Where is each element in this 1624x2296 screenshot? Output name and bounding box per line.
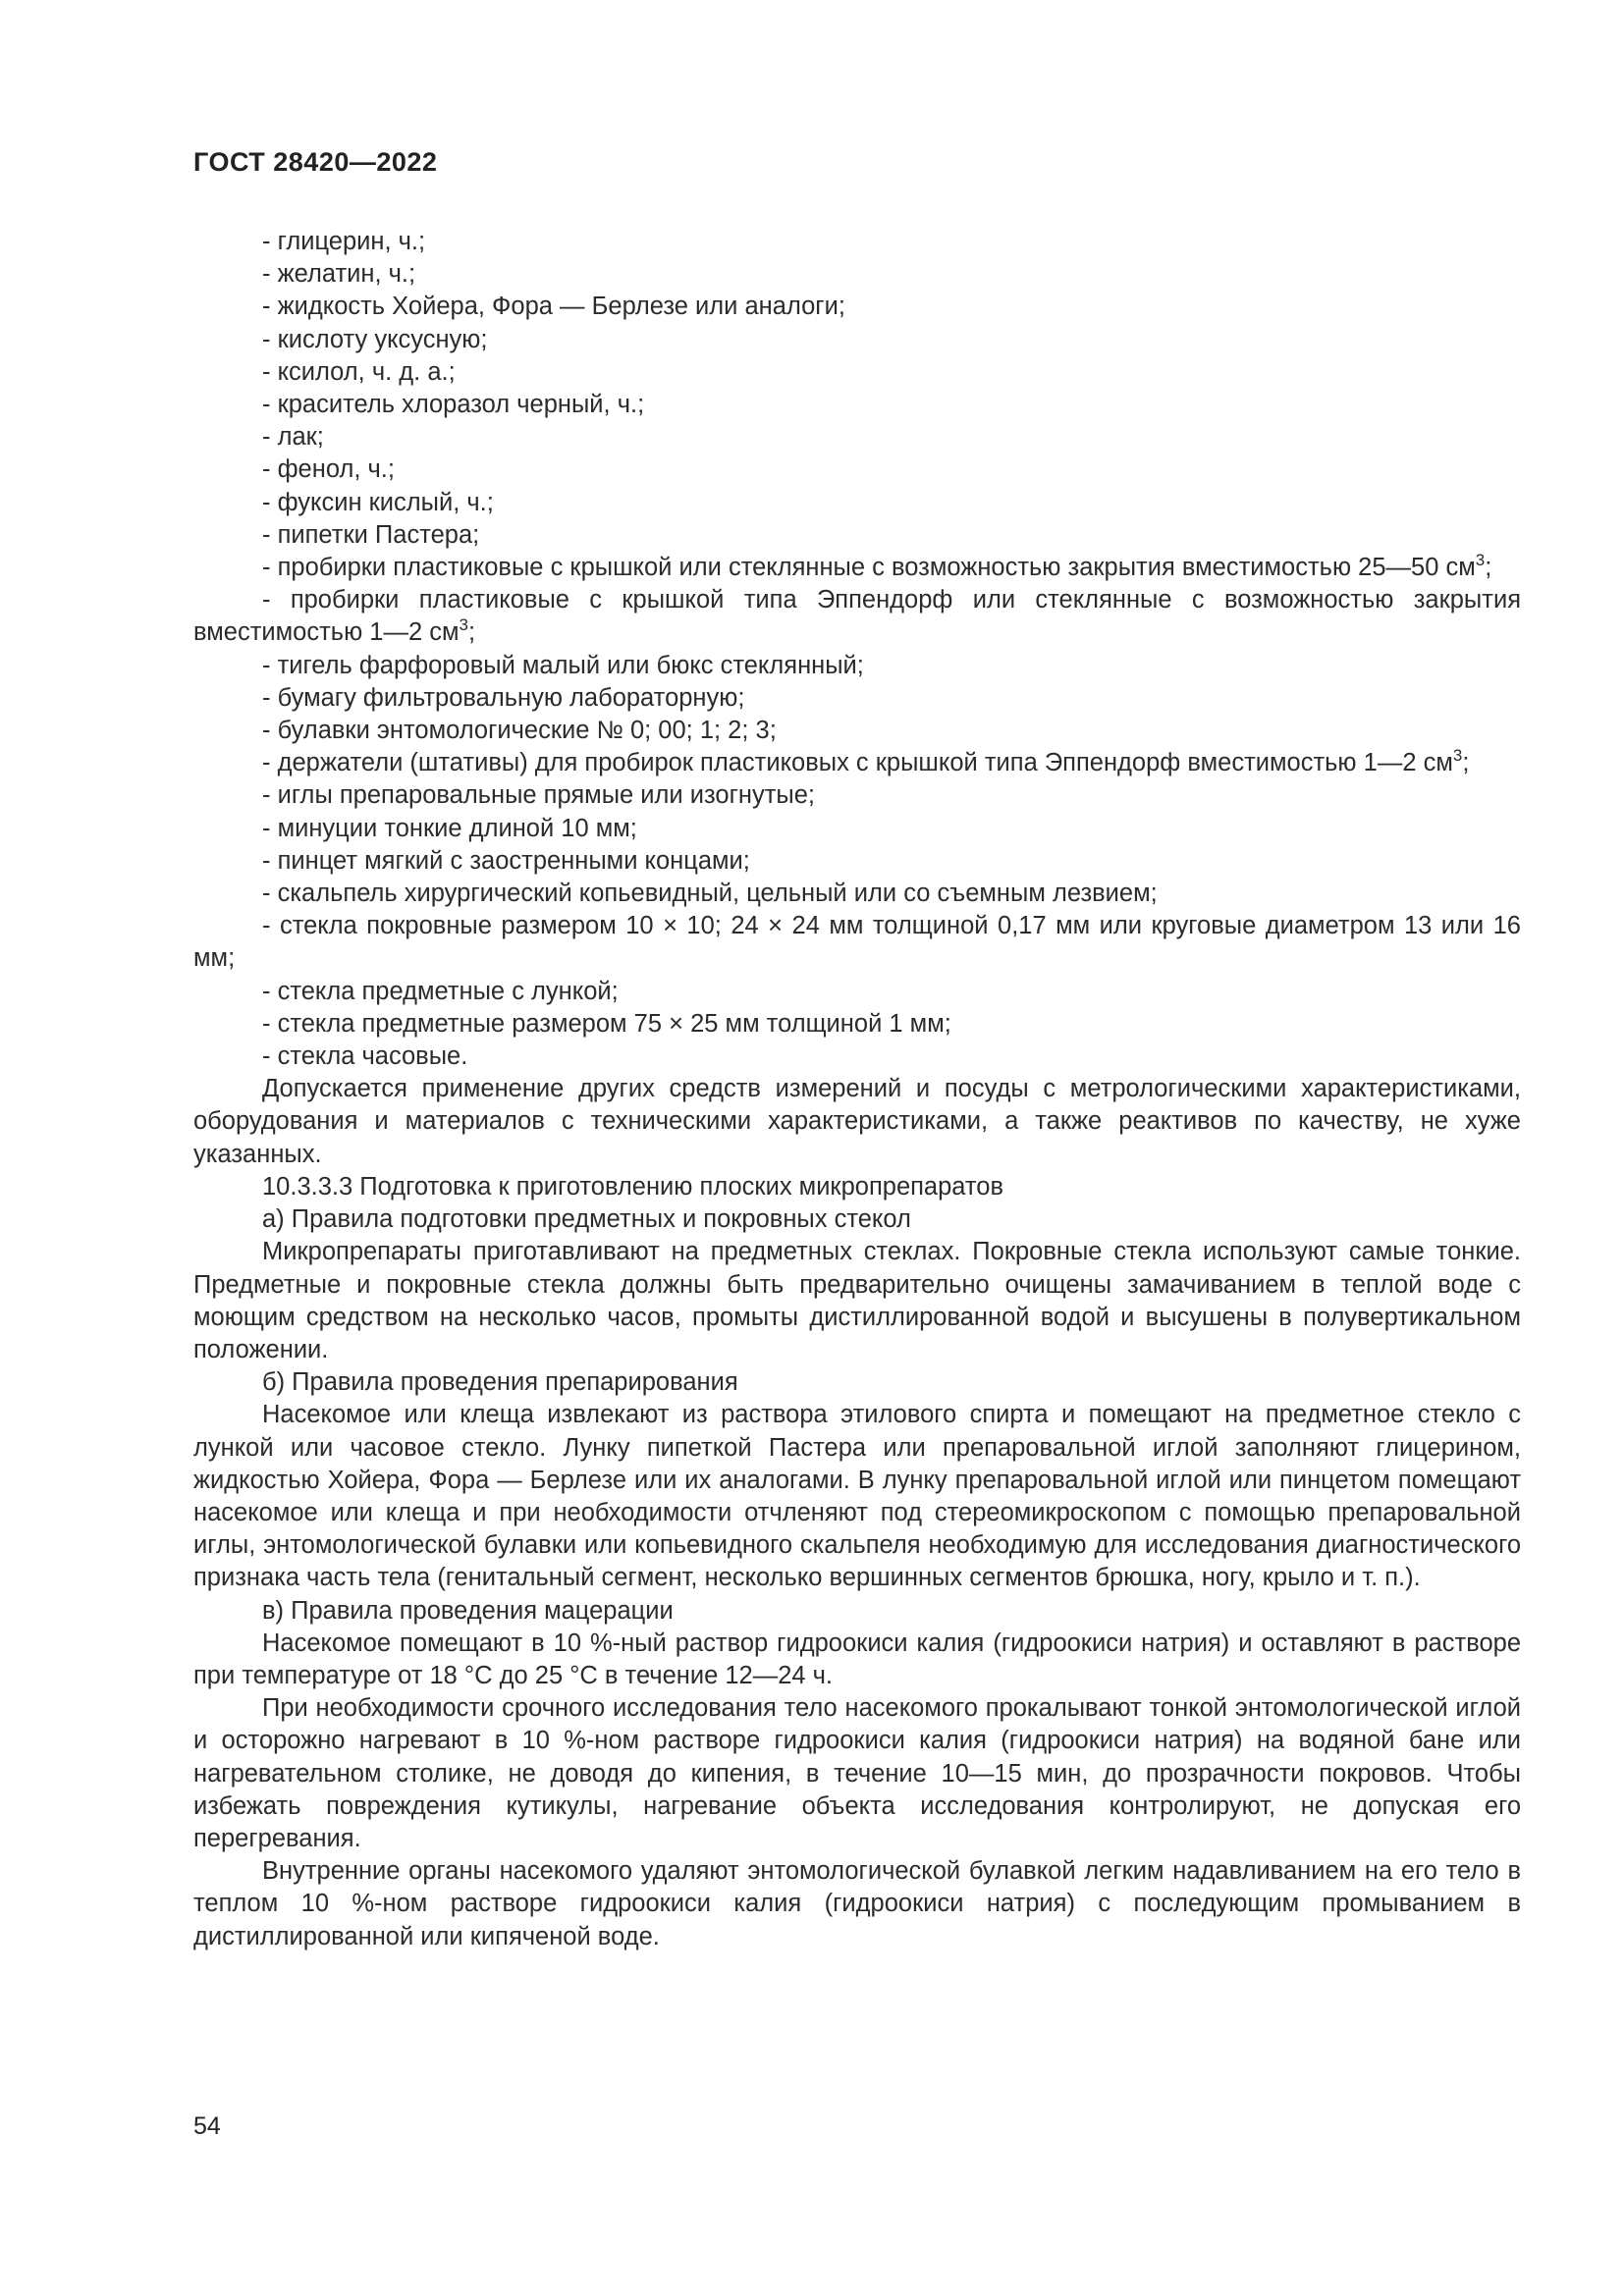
list-item: - лак; <box>262 423 324 452</box>
list-item-holders <box>193 747 1521 779</box>
document-header: ГОСТ 28420—2022 <box>193 147 438 177</box>
paragraph: Насекомое помещают в 10 %-ный раствор гидроокиси калия (гидроокиси натрия) и оставляют в растворе при температуре от 18 °С до 25 °С в течение 12—24 ч. <box>193 1629 1521 1689</box>
list-item: - жидкость Хойера, Фора — Берлезе или аналоги; <box>262 293 845 321</box>
list-item: - иглы препаровальные прямые или изогнутые; <box>262 781 815 810</box>
paragraph: При необходимости срочного исследования тело насекомого прокалывают тонкой энтомологической иглой и осторожно нагревают в 10 %-ном растворе гидроокиси калия (гидроокиси натрия) на водяной бане или нагревательном столике, не доводя до кипения, в течение 10—15 мин, до прозрачности покровов. Чтобы избежать повреждения кутикулы, нагревание объекта исследования контролируют, не допуская его перегревания. <box>193 1694 1521 1852</box>
list-item: - бумагу фильтровальную лабораторную; <box>262 683 745 712</box>
list-item-tail: ; <box>467 618 476 647</box>
list-item: - стекла предметные размером 75 × 25 мм толщиной 1 мм; <box>262 1009 951 1038</box>
list-item: - желатин, ч.; <box>262 260 416 289</box>
list-item: - скальпель хирургический копьевидный, цельный или со съемным лезвием; <box>262 880 1158 908</box>
list-item-tubes-large <box>193 552 1521 584</box>
paragraph: Допускается применение других средств измерений и посуды с метрологическими характеристиками, оборудования и материалов с техническими характеристиками, а также реактивов по качеству, не хуже указанных. <box>193 1075 1521 1168</box>
list-item: - булавки энтомологические № 0; 00; 1; 2; 3; <box>262 717 777 745</box>
list-item-text: - пробирки пластиковые с крышкой или стеклянные с возможностью закрытия вместимостью 25—50 см <box>262 554 1476 582</box>
list-item: - фуксин кислый, ч.; <box>262 488 494 516</box>
list-item: - краситель хлоразол черный, ч.; <box>262 391 645 419</box>
list-item: - пипетки Пастера; <box>262 520 480 549</box>
subsection-heading: б) Правила проведения препарирования <box>262 1368 738 1397</box>
superscript: 3 <box>459 615 468 635</box>
list-item: - тигель фарфоровый малый или бюкс стеклянный; <box>262 651 864 679</box>
list-item: - ксилол, ч. д. а.; <box>262 357 456 386</box>
list-item: - пинцет мягкий с заостренными концами; <box>262 846 750 875</box>
page-number: 54 <box>193 2112 221 2140</box>
list-item-tubes-small <box>193 584 1521 649</box>
list-item: - стекла покровные размером 10 × 10; 24 × 24 мм толщиной 0,17 мм или круговые диаметром 13 или 16 мм; <box>193 912 1521 973</box>
list-item-tail: ; <box>1462 749 1470 777</box>
list-item: - фенол, ч.; <box>262 455 395 484</box>
list-item: - стекла часовые. <box>262 1042 468 1071</box>
list-item-text: - пробирки пластиковые с крышкой типа Эппендорф или стеклянные с возможностью закрытия вместимостью 1—2 см <box>193 586 1521 647</box>
list-item-text: - держатели (штативы) для пробирок пластиковых с крышкой типа Эппендорф вместимостью 1—2 см <box>262 749 1453 777</box>
list-item: - глицерин, ч.; <box>262 228 426 255</box>
superscript: 3 <box>1475 551 1486 570</box>
paragraph: Внутренние органы насекомого удаляют энтомологической булавкой легким надавливанием на его тело в теплом 10 %-ном растворе гидроокиси калия (гидроокиси натрия) с последующим промыванием в дистиллированной или кипяченой воде. <box>193 1857 1521 1950</box>
section-heading: 10.3.3.3 Подготовка к приготовлению плоских микропрепаратов <box>262 1172 1004 1201</box>
list-item: - стекла предметные с лункой; <box>262 977 619 1005</box>
superscript: 3 <box>1452 746 1463 766</box>
subsection-heading: в) Правила проведения мацерации <box>262 1596 674 1625</box>
subsection-heading: а) Правила подготовки предметных и покровных стекол <box>262 1205 911 1234</box>
list-item: - кислоту уксусную; <box>262 325 488 353</box>
document-body <box>193 226 1521 1953</box>
list-item-tail: ; <box>1485 554 1492 582</box>
paragraph: Микропрепараты приготавливают на предметных стеклах. Покровные стекла используют самые тонкие. Предметные и покровные стекла должны быть предварительно очищены замачиванием в теплой воде с моющим средством на несколько часов, промыты дистиллированной водой и высушены в полувертикальном положении. <box>193 1238 1521 1363</box>
paragraph: Насекомое или клеща извлекают из раствора этилового спирта и помещают на предметное стекло с лункой или часовое стекло. Лунку пипеткой Пастера или препаровальной иглой заполняют глицерином, жидкостью Хойера, Фора — Берлезе или их аналогами. В лунку препаровальной иглой или пинцетом помещают насекомое или клеща и при необходимости отчленяют под стереомикроскопом с помощью препаровальной иглы, энтомологической булавки или копьевидного скальпеля необходимую для исследования диагностического признака часть тела (генитальный сегмент, несколько вершинных сегментов брюшка, ногу, крыло и т. п.). <box>193 1401 1521 1592</box>
list-item: - минуции тонкие длиной 10 мм; <box>262 814 637 842</box>
